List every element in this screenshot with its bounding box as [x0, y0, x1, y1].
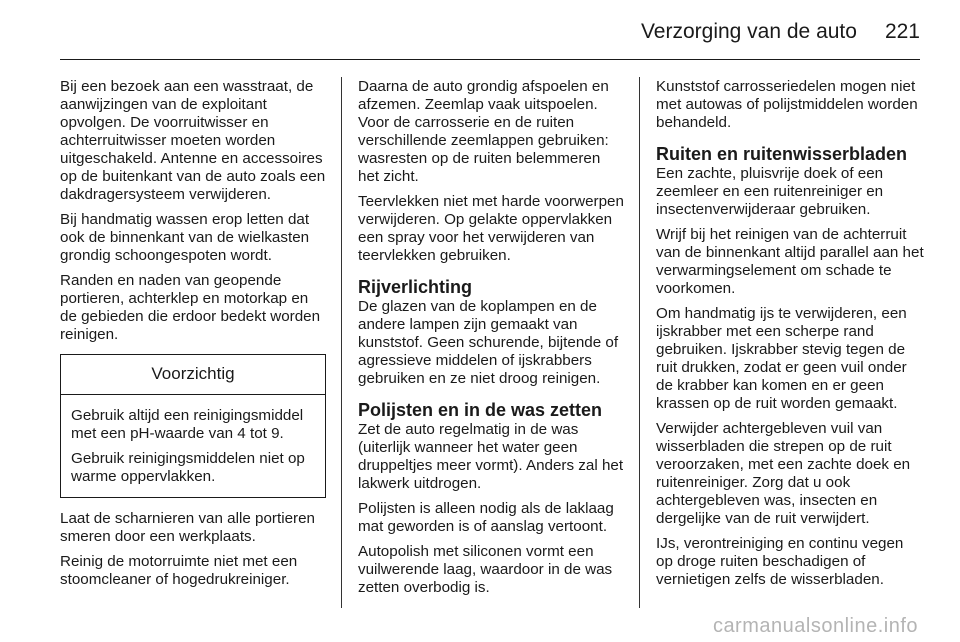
caution-box [60, 354, 326, 498]
paragraph: Verwijder achtergebleven vuil van wisserbladen die strepen op de ruit veroorzaken, met een zachte doek en ruitenreiniger. Zorg dat u ook achtergebleven was, insecten en dergelijke van de ruit verwijdert. [656, 420, 911, 527]
paragraph: Een zachte, pluisvrije doek of een zeemleer en een ruitenreiniger en insectenverwijderaar gebruiken. [656, 165, 884, 218]
paragraph: Kunststof carrosseriedelen mogen niet met autowas of polijstmiddelen worden behandeld. [656, 78, 918, 131]
column-divider-2 [639, 77, 640, 608]
page-header [60, 14, 920, 50]
column-divider-1 [341, 77, 342, 608]
paragraph: Randen en naden van geopende portieren, achterklep en motorkap en de gebieden die erdoor bedekt worden reinigen. [60, 272, 321, 343]
header-rule [60, 59, 920, 60]
paragraph: Zet de auto regelmatig in de was (uiterlijk wanneer het water geen druppeltjes meer vormt). Anders zal het lakwerk uitdrogen. [358, 421, 624, 492]
section-heading: Polijsten en in de was zetten [358, 400, 603, 420]
column-2 [358, 78, 624, 604]
paragraph: Polijsten is alleen nodig als de laklaag mat geworden is of aanslag vertoont. [358, 500, 614, 535]
column-3 [656, 78, 924, 596]
paragraph: Teervlekken niet met harde voorwerpen verwijderen. Op gelakte oppervlakken een spray voor het verwijderen van teervlekken gebruiken. [358, 193, 624, 264]
page-number: 221 [884, 20, 920, 43]
paragraph: Autopolish met siliconen vormt een vuilwerende laag, waardoor in de was zetten overbodig is. [358, 543, 613, 596]
paragraph: IJs, verontreiniging en continu vegen op droge ruiten beschadigen of vernietigen zelfs de wisserbladen. [656, 535, 904, 588]
paragraph: Bij een bezoek aan een wasstraat, de aanwijzingen van de exploitant opvolgen. De voorruitwisser en achterruitwisser moeten worden uitgeschakeld. Antenne en accessoires op de buitenkant van de auto zoals een dakdragersysteem verwijderen. [60, 78, 326, 203]
section-heading: Ruiten en ruitenwisserbladen [656, 144, 908, 164]
paragraph: De glazen van de koplampen en de andere lampen zijn gemaakt van kunststof. Geen schurende, bijtende of agressieve middelen of ijskrabbers gebruiken en ze niet droog reinigen. [358, 298, 619, 387]
watermark: carmanualsonline.info [712, 615, 918, 637]
paragraph: Bij handmatig wassen erop letten dat ook de binnenkant van de wielkasten grondig schoongespoten wordt. [60, 211, 310, 264]
paragraph: Om handmatig ijs te verwijderen, een ijskrabber met een scherpe rand gebruiken. Ijskrabber stevig tegen de ruit drukken, zodat er geen vuil onder de krabber kan komen en er geen krassen op de ruit worden gemaakt. [656, 305, 907, 412]
section-heading: Rijverlichting [358, 277, 473, 297]
caution-text: Gebruik reinigingsmiddelen niet op warme oppervlakken. [71, 450, 305, 485]
column-1 [60, 78, 326, 596]
paragraph: Reinig de motorruimte niet met een stoomcleaner of hogedrukreiniger. [60, 553, 298, 588]
caution-body [61, 395, 325, 497]
paragraph: Laat de scharnieren van alle portieren smeren door een werkplaats. [60, 510, 315, 545]
paragraph: Daarna de auto grondig afspoelen en afzemen. Zeemlap vaak uitspoelen. Voor de carrosserie en de ruiten verschillende zeemlappen gebruiken: wasresten op de ruiten belemmeren het zicht. [358, 78, 609, 185]
page-title: Verzorging van de auto [640, 20, 857, 43]
caution-text: Gebruik altijd een reinigingsmiddel met een pH-waarde van 4 tot 9. [71, 407, 304, 442]
paragraph: Wrijf bij het reinigen van de achterruit van de binnenkant altijd parallel aan het verwarmingselement om schade te voorkomen. [656, 226, 924, 297]
caution-title: Voorzichtig [61, 355, 325, 395]
